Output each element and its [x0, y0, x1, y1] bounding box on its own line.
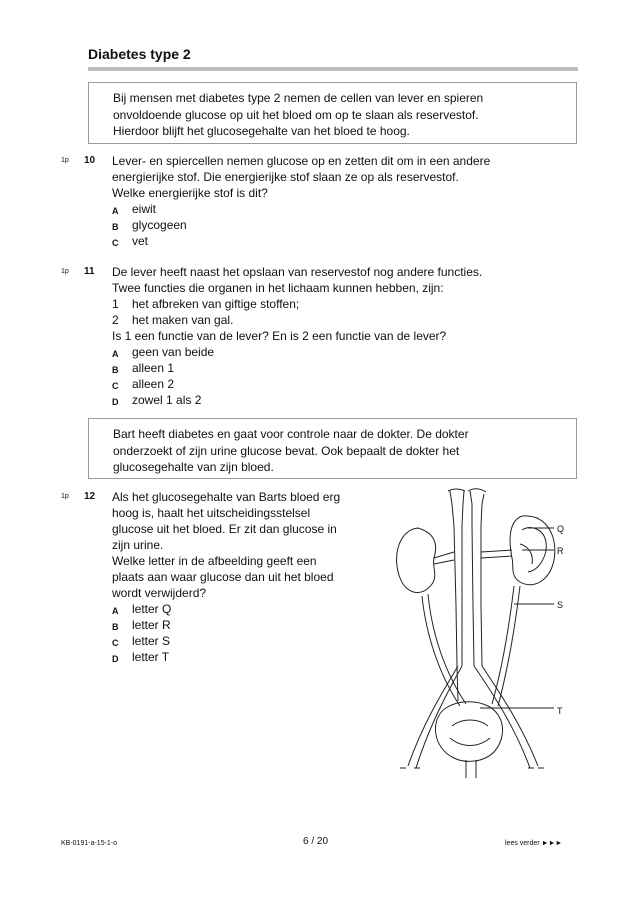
- right-iliac: [474, 666, 538, 768]
- context-box-intro: [88, 82, 577, 144]
- right-renal-vessels: [481, 550, 512, 558]
- label-q: Q: [557, 524, 565, 534]
- q12-option-d[interactable]: D letter T: [112, 650, 170, 664]
- q11-option-c[interactable]: C alleen 2: [112, 377, 175, 391]
- context-text: Bij mensen met diabetes type 2 nemen de cellen van lever en spieren onvoldoende glucose op uit het bloed om op te slaan als reservestof. Hierdoor blijft het glucosegehalte van het bloed te hoog.: [113, 91, 484, 138]
- vena-cava-left-wall: [470, 491, 474, 666]
- q12-points: 1p: [61, 493, 69, 500]
- q12-number: 12: [84, 491, 96, 502]
- q11-option-d[interactable]: D zowel 1 als 2: [112, 393, 202, 407]
- q10-option-a[interactable]: A eiwit: [112, 202, 157, 216]
- continue-indicator: lees verder ►►►: [505, 840, 563, 847]
- context-box-bart: [88, 418, 577, 479]
- question-11: De lever heeft naast het opslaan van reservestof nog andere functies. Twee functies die organen in het lichaam kunnen hebben, zijn: 1 het afbreken van giftige stoffen; 2 het maken van gal. Is 1 een functie van de lever? En is 2 een functie van de lever? A geen van beide B alleen 1 C alleen 2 D zowel 1 als 2: [112, 264, 582, 408]
- aorta-left-wall: [450, 491, 458, 701]
- q11-item-1: 1 het afbreken van giftige stoffen;: [112, 297, 300, 311]
- document-code: KB-0191-a-15-1-o: [61, 840, 118, 847]
- label-s: S: [557, 600, 564, 610]
- label-t: T: [557, 706, 563, 716]
- bladder: [436, 702, 503, 762]
- left-kidney: [397, 528, 436, 593]
- question-12: Als het glucosegehalte van Barts bloed erg hoog is, haalt het uitscheidingsstelsel glucose uit het bloed. Er zit dan glucose in zijn urine. Welke letter in de afbeelding geeft een plaats aan waar glucose dan uit het bloed wordt verwijderd? A letter Q B letter R C letter S D letter T: [112, 489, 382, 665]
- q11-option-a[interactable]: A geen van beide: [112, 345, 215, 359]
- q10-option-c[interactable]: C vet: [112, 234, 149, 248]
- title-divider: [88, 67, 578, 71]
- question-10: Lever- en spiercellen nemen glucose op en zetten dit om in een andere energierijke stof. Die energierijke stof slaan ze op als reservestof. Welke energierijke stof is dit? A eiwit B glycogeen C vet: [112, 153, 582, 249]
- q10-points: 1p: [61, 157, 69, 164]
- aorta-right-wall: [462, 491, 464, 666]
- vena-cava-right-wall: [481, 494, 484, 666]
- q12-option-c[interactable]: C letter S: [112, 634, 171, 648]
- bladder-detail: [450, 720, 490, 746]
- context-text: Bart heeft diabetes en gaat voor controle naar de dokter. De dokter onderzoekt of zijn urine glucose bevat. Ook bepaalt de dokter het glucosegehalte van zijn bloed.: [113, 427, 469, 474]
- q11-item-2: 2 het maken van gal.: [112, 313, 234, 327]
- left-renal-vessels: [434, 552, 454, 564]
- q10-option-b[interactable]: B glycogeen: [112, 218, 187, 232]
- q10-number: 10: [84, 155, 96, 166]
- urethra: [466, 760, 476, 778]
- q11-option-b[interactable]: B alleen 1: [112, 361, 175, 375]
- left-iliac: [408, 666, 462, 768]
- q12-option-a[interactable]: A letter Q: [112, 602, 172, 616]
- q11-number: 11: [84, 266, 95, 277]
- q12-option-b[interactable]: B letter R: [112, 618, 171, 632]
- label-r: R: [557, 546, 564, 556]
- section-title: Diabetes type 2: [88, 46, 191, 62]
- q11-points: 1p: [61, 268, 69, 275]
- vessel-top: [448, 489, 486, 492]
- page-number: 6 / 20: [303, 836, 329, 847]
- urinary-system-figure: [380, 486, 580, 786]
